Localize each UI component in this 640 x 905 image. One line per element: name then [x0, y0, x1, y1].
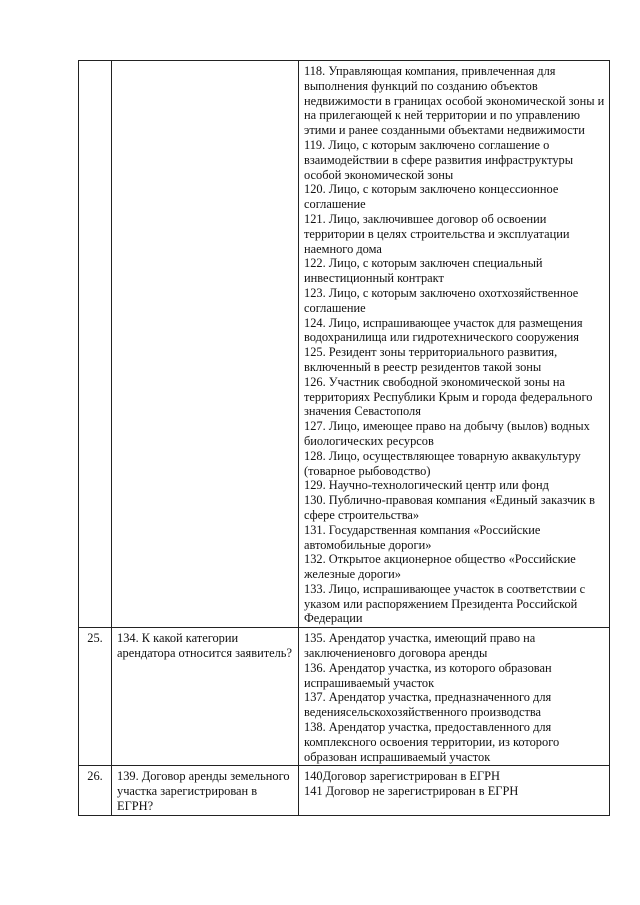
answer-option[interactable]: 124. Лицо, испрашивающее участок для размещения водохранилища или гидротехнического сооружения	[304, 315, 583, 345]
row-number	[79, 61, 112, 628]
answer-option[interactable]: 140Договор зарегистрирован в ЕГРН	[304, 769, 500, 784]
answer-option[interactable]: 138. Арендатор участка, предоставленного для комплексного освоения территории, из которого образован испрашиваемый участок	[304, 720, 560, 764]
form-table	[78, 60, 610, 816]
answer-option[interactable]: 137. Арендатор участка, предназначенного для ведениясельскохозяйственного производства	[304, 690, 552, 720]
answer-option[interactable]: 126. Участник свободной экономической зоны на территориях Республики Крым и города федерального значения Севастополя	[304, 374, 593, 419]
table-row	[79, 61, 610, 628]
answers-cell	[299, 61, 610, 628]
row-number: 25.	[79, 628, 112, 766]
answer-option[interactable]: 128. Лицо, осуществляющее товарную аквакультуру (товарное рыбоводство)	[304, 448, 581, 478]
answer-option[interactable]: 141 Договор не зарегистрирован в ЕГРН	[304, 784, 519, 799]
answer-option[interactable]: 120. Лицо, с которым заключено концессионное соглашение	[304, 182, 559, 212]
table-row	[79, 766, 610, 815]
answer-option[interactable]: 119. Лицо, с которым заключено соглашение о взаимодействии в сфере развития инфраструктуры особой экономической зоны	[304, 137, 574, 182]
row-number: 26.	[79, 766, 112, 815]
answers-cell	[299, 766, 610, 815]
answer-option[interactable]: 121. Лицо, заключившее договор об освоении территории в целях строительства и эксплуатации наемного дома	[304, 211, 570, 256]
question-cell	[112, 628, 299, 766]
question-text: 139. Договор аренды земельного участка зарегистрирован в ЕГРН?	[117, 769, 290, 814]
answer-option[interactable]: 123. Лицо, с которым заключено охотхозяйственное соглашение	[304, 285, 579, 315]
answer-option[interactable]: 131. Государственная компания «Российские автомобильные дороги»	[304, 522, 541, 552]
answer-option[interactable]: 133. Лицо, испрашивающее участок в соответствии с указом или распоряжением Президента Российской Федерации	[304, 581, 586, 626]
answer-option[interactable]: 136. Арендатор участка, из которого образован испрашиваемый участок	[304, 660, 552, 690]
answer-option[interactable]: 129. Научно-технологический центр или фонд	[304, 478, 549, 493]
answer-option[interactable]: 125. Резидент зоны территориального развития, включенный в реестр резидентов такой зоны	[304, 345, 558, 374]
answer-option[interactable]: 135. Арендатор участка, имеющий право на заключениеновго договора аренды	[304, 631, 536, 661]
answers-cell	[299, 628, 610, 766]
question-text: 134. К какой категории арендатора относится заявитель?	[117, 631, 292, 661]
answer-option[interactable]: 132. Открытое акционерное общество «Российские железные дороги»	[304, 552, 576, 582]
answer-option[interactable]: 118. Управляющая компания, привлеченная для выполнения функций по созданию объектов недвижимости в границах особой экономической зоны и на прилегающей к ней территории и по управлению этими и ранее созданными объектами недвижимости	[304, 64, 605, 138]
answer-option[interactable]: 127. Лицо, имеющее право на добычу (вылов) водных биологических ресурсов	[304, 419, 590, 448]
question-cell	[112, 61, 299, 628]
question-cell	[112, 766, 299, 815]
answer-option[interactable]: 122. Лицо, с которым заключен специальный инвестиционный контракт	[304, 256, 543, 286]
table-row	[79, 628, 610, 766]
answer-option[interactable]: 130. Публично-правовая компания «Единый заказчик в сфере строительства»	[304, 493, 595, 522]
